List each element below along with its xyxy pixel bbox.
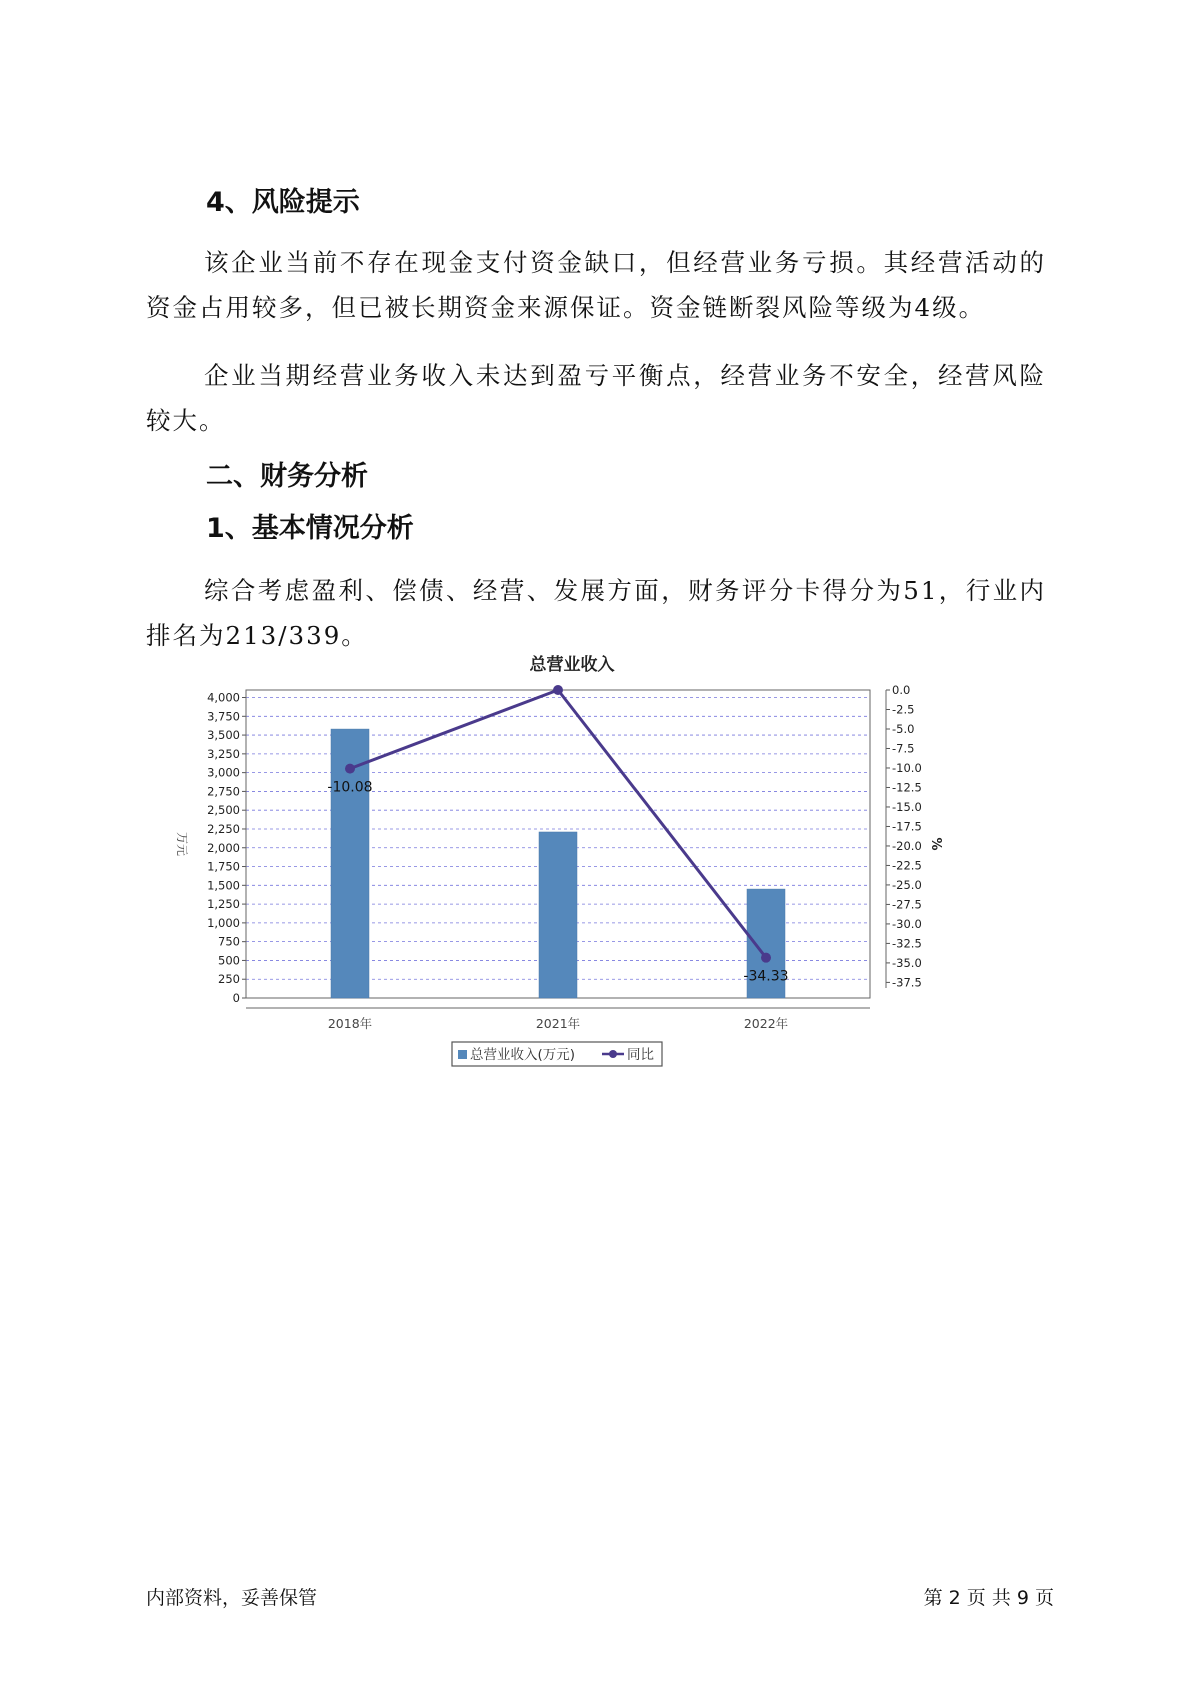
y-tick-label: 2,750 bbox=[207, 784, 240, 799]
y-tick-label: 1,250 bbox=[207, 897, 240, 912]
y-axis-title: 万元 bbox=[175, 831, 189, 857]
y2-tick-label: -5.0 bbox=[892, 721, 915, 736]
line-point-2018年 bbox=[345, 764, 355, 774]
y-tick-label: 250 bbox=[218, 972, 240, 987]
revenue-chart bbox=[170, 655, 1050, 1140]
revenue-chart-svg bbox=[170, 655, 1050, 1140]
y-tick-label: 2,000 bbox=[207, 840, 240, 855]
line-point-2022年 bbox=[761, 953, 771, 963]
y-tick-label: 1,500 bbox=[207, 878, 240, 893]
y2-tick-label: -12.5 bbox=[892, 780, 922, 795]
y2-tick-label: 0.0 bbox=[892, 683, 911, 697]
y2-axis-title: % bbox=[928, 837, 943, 851]
y-tick-label: 3,750 bbox=[207, 709, 240, 724]
y-tick-label: 4,000 bbox=[207, 690, 240, 705]
y-tick-label: 750 bbox=[218, 934, 240, 949]
x-tick-label: 2018年 bbox=[327, 1016, 373, 1031]
paragraph-risk-2: 企业当期经营业务收入未达到盈亏平衡点，经营业务不安全，经营风险较大。 bbox=[146, 361, 1046, 435]
y-tick-label: 0 bbox=[232, 991, 240, 1005]
y2-tick-label: -35.0 bbox=[892, 955, 922, 970]
y2-tick-label: -10.0 bbox=[892, 760, 922, 775]
heading-basic: 1、基本情况分析 bbox=[206, 513, 414, 544]
y-tick-label: 2,250 bbox=[207, 821, 240, 836]
y-tick-label: 2,500 bbox=[207, 803, 240, 818]
y2-tick-label: -22.5 bbox=[892, 858, 922, 873]
legend-label-bar: 总营业收入(万元) bbox=[470, 1047, 576, 1063]
y-tick-label: 500 bbox=[218, 953, 240, 968]
heading-risk: 4、风险提示 bbox=[206, 187, 360, 218]
y2-tick-label: -32.5 bbox=[892, 936, 922, 951]
heading-finance: 二、财务分析 bbox=[206, 461, 368, 492]
y2-tick-label: -27.5 bbox=[892, 897, 922, 912]
footer-page-number: 第 2 页 共 9 页 bbox=[923, 1587, 1054, 1609]
y2-tick-label: -37.5 bbox=[892, 975, 922, 990]
y2-tick-label: -30.0 bbox=[892, 916, 922, 931]
data-label: -34.33 bbox=[743, 968, 789, 985]
bar-2021年 bbox=[539, 832, 577, 998]
y-tick-label: 3,250 bbox=[207, 746, 240, 761]
paragraph-risk-1: 该企业当前不存在现金支付资金缺口，但经营业务亏损。其经营活动的资金占用较多，但已被长期资金来源保证。资金链断裂风险等级为4级。 bbox=[146, 248, 1046, 322]
line-point-2021年 bbox=[553, 685, 563, 695]
y-tick-label: 3,500 bbox=[207, 728, 240, 743]
x-tick-label: 2021年 bbox=[535, 1016, 581, 1031]
y2-tick-label: -15.0 bbox=[892, 799, 922, 814]
y2-tick-label: -25.0 bbox=[892, 877, 922, 892]
y2-tick-label: -2.5 bbox=[892, 702, 915, 717]
y-tick-label: 1,000 bbox=[207, 915, 240, 930]
y-tick-label: 1,750 bbox=[207, 859, 240, 874]
y2-tick-label: -7.5 bbox=[892, 741, 915, 756]
legend-swatch-bar bbox=[458, 1050, 467, 1059]
y-tick-label: 3,000 bbox=[207, 765, 240, 780]
data-label: -10.08 bbox=[327, 779, 373, 796]
chart-title: 总营业收入 bbox=[529, 655, 615, 675]
y2-tick-label: -20.0 bbox=[892, 838, 922, 853]
legend-label-line: 同比 bbox=[627, 1047, 654, 1063]
paragraph-basic-1: 综合考虑盈利、偿债、经营、发展方面，财务评分卡得分为51，行业内排名为213/339。 bbox=[146, 576, 1046, 650]
footer-confidential: 内部资料，妥善保管 bbox=[146, 1587, 318, 1609]
y2-tick-label: -17.5 bbox=[892, 819, 922, 834]
legend-swatch-marker bbox=[609, 1050, 617, 1058]
x-tick-label: 2022年 bbox=[743, 1016, 789, 1031]
